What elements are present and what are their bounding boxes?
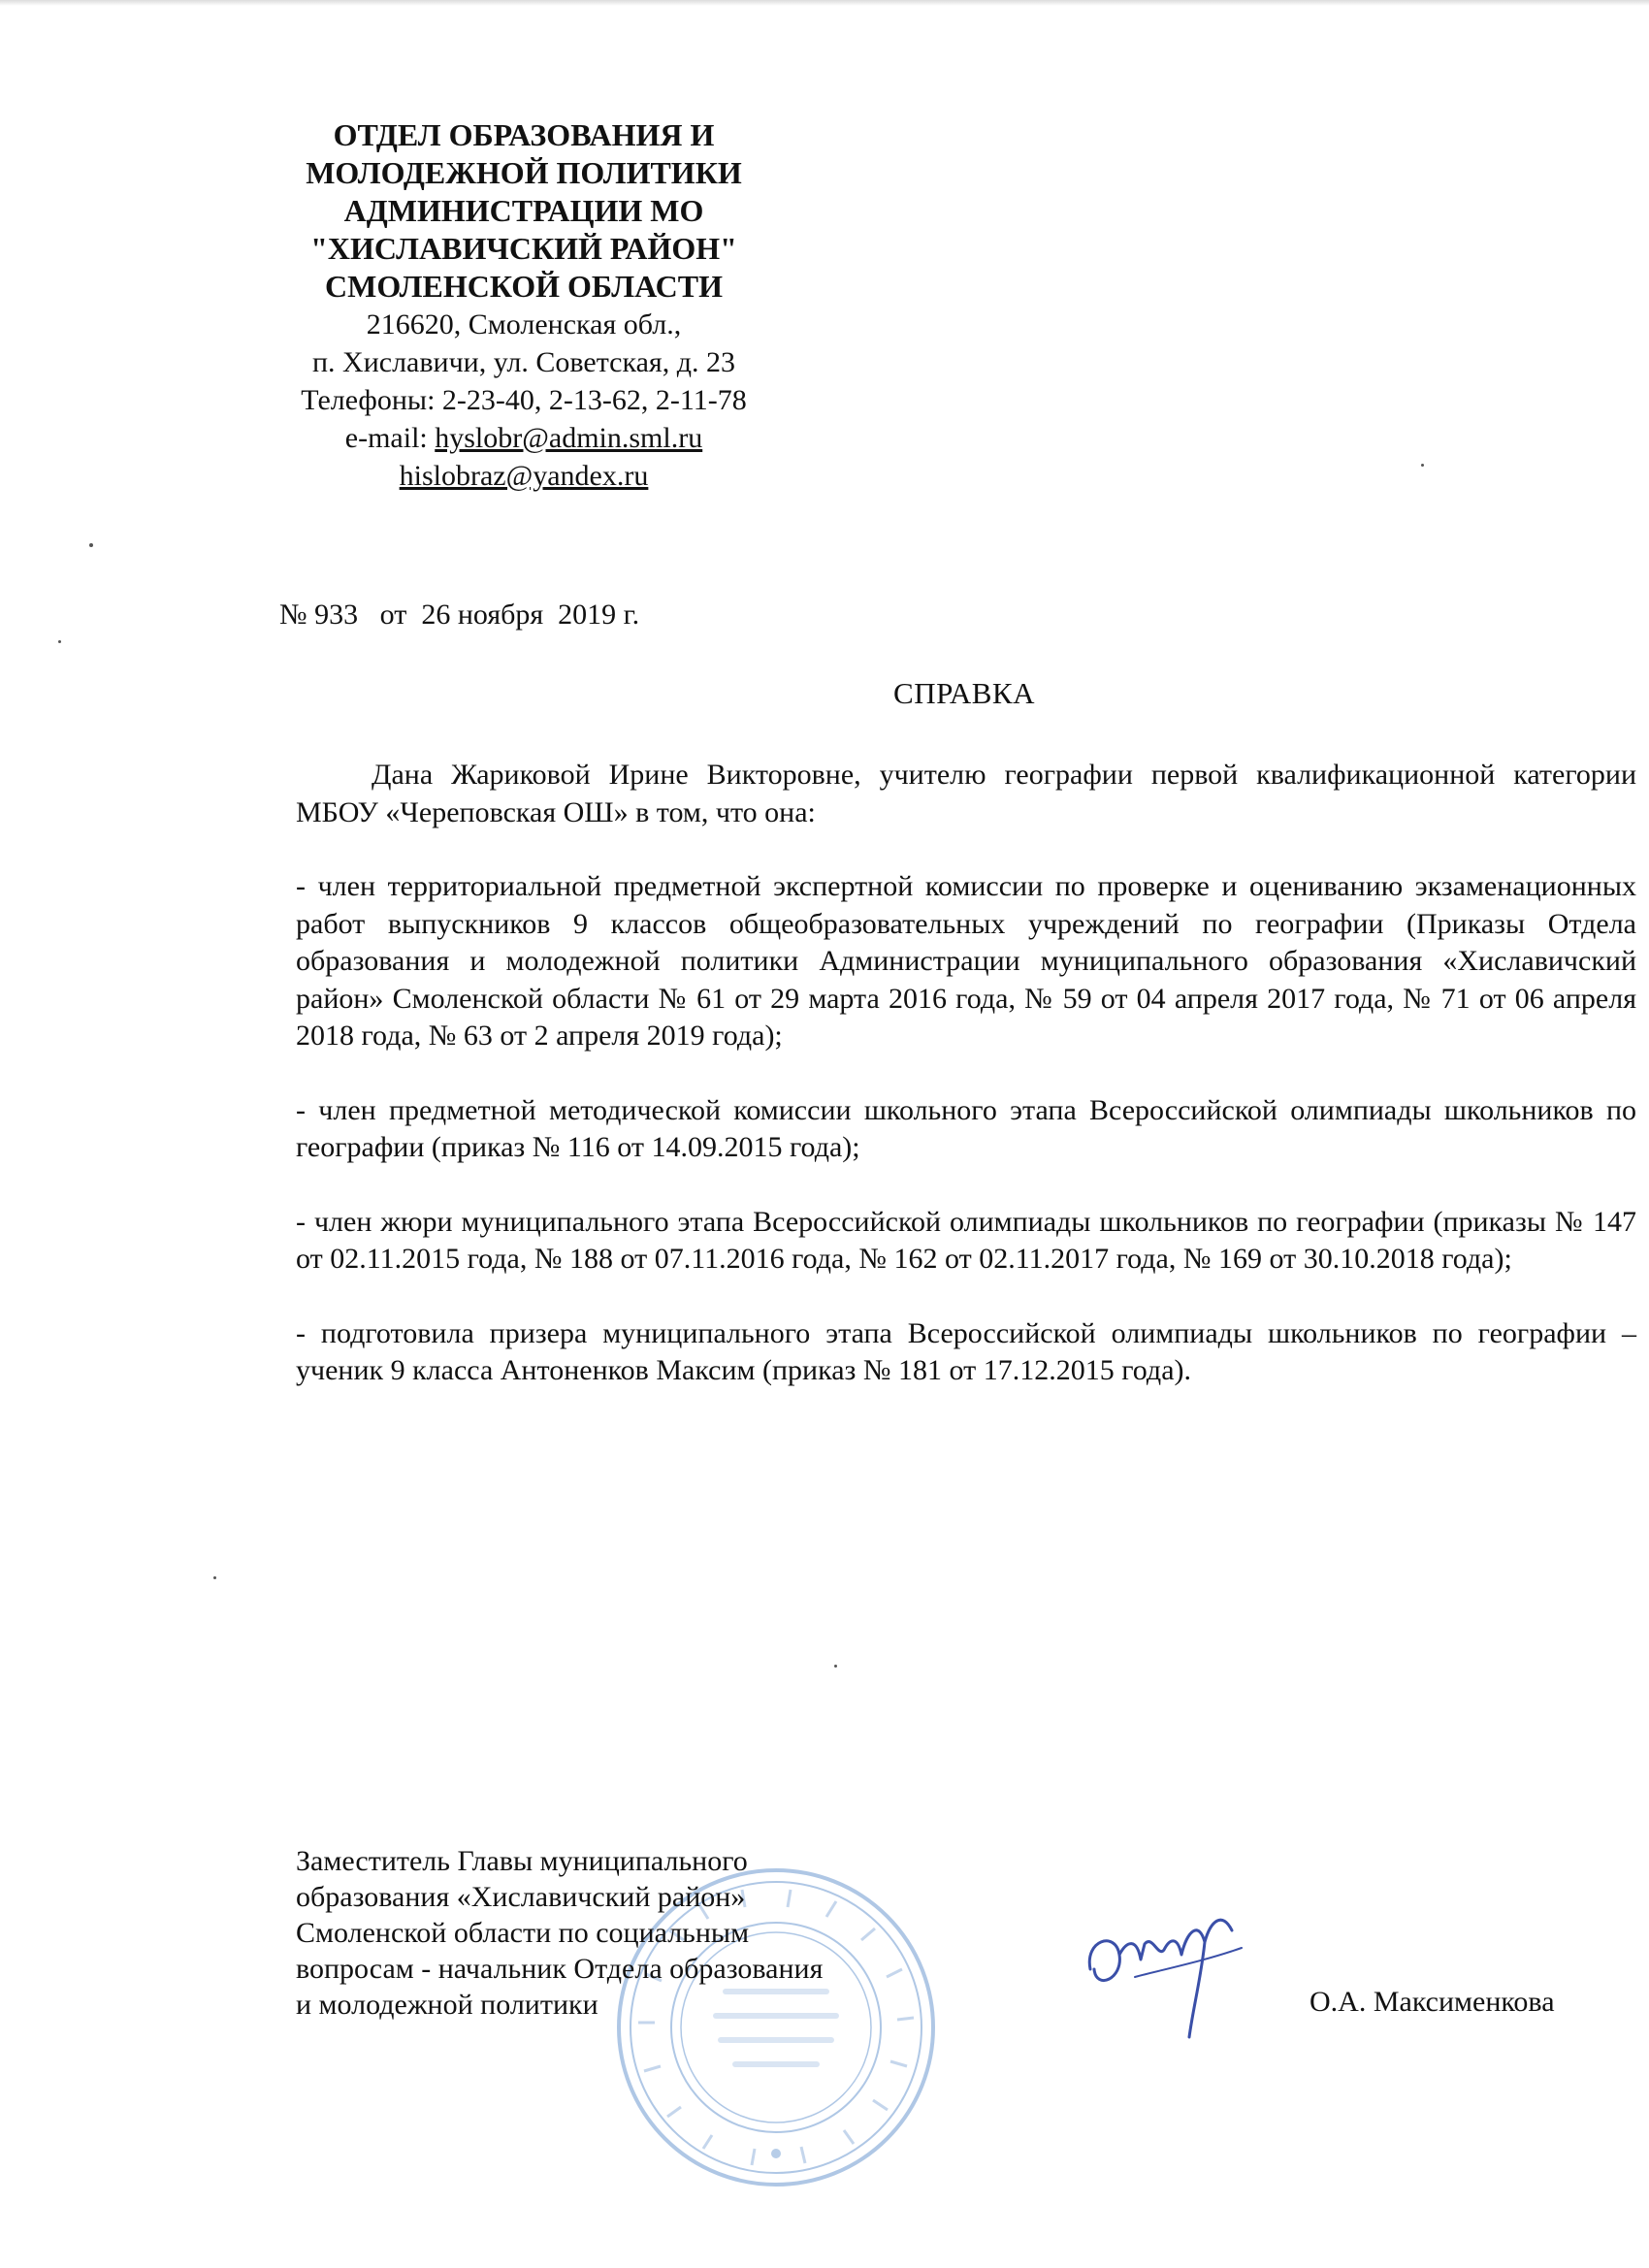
org-name-line-1: ОТДЕЛ ОБРАЗОВАНИЯ И <box>333 117 715 152</box>
letterhead <box>223 116 824 495</box>
org-name-line-4: "ХИСЛАВИЧСКИЙ РАЙОН" <box>310 231 737 266</box>
org-name-line-3: АДМИНИСТРАЦИИ МО <box>343 193 704 228</box>
address-line-2: п. Хиславичи, ул. Советская, д. 23 <box>312 346 735 378</box>
scan-speck <box>89 543 93 547</box>
org-name-line-2: МОЛОДЕЖНОЙ ПОЛИТИКИ <box>306 155 742 190</box>
body-item-4: - подготовила призера муниципального этапа Всероссийской олимпиады школьников по географии – ученик 9 класса Антоненков Максим (приказ № 181 от 17.12.2015 года). <box>296 1316 1636 1386</box>
email-link-1[interactable]: hyslobr@admin.sml.ru <box>435 422 703 454</box>
position-line-5: и молодежной политики <box>296 1989 598 2021</box>
scan-edge <box>0 0 1649 6</box>
org-name-line-5: СМОЛЕНСКОЙ ОБЛАСТИ <box>325 269 723 304</box>
email-line-2 <box>223 457 824 495</box>
document-number-date: № 933 от 26 ноября 2019 г. <box>279 599 640 631</box>
position-line-3: Смоленской области по социальным <box>296 1917 750 1949</box>
email-line <box>223 419 824 457</box>
signature-icon <box>1077 1901 1251 2047</box>
position-line-4: вопросам - начальник Отдела образования <box>296 1953 824 1985</box>
body-item-2: - член предметной методической комиссии школьного этапа Всероссийской олимпиады школьников по географии (приказ № 116 от 14.09.2015 года); <box>296 1093 1636 1163</box>
scan-speck <box>213 1576 216 1579</box>
document-title: СПРАВКА <box>893 676 1035 710</box>
body-item-3: - член жюри муниципального этапа Всероссийской олимпиады школьников по географии (приказы № 147 от 02.11.2015 года, № 188 от 07.11.2016 года, № 162 от 02.11.2017 года, № 169 от 30.10.2018 года); <box>296 1205 1636 1275</box>
scan-speck <box>1421 464 1424 467</box>
email-link-2[interactable]: hislobraz@yandex.ru <box>399 460 649 492</box>
signatory-position <box>296 1843 994 2023</box>
address-line-1: 216620, Смоленская обл., <box>366 308 682 340</box>
body-intro: Дана Жариковой Ирине Викторовне, учителю географии первой квалификационной категории МБОУ «Череповская ОШ» в том, что она: <box>296 759 1636 828</box>
scan-speck <box>834 1665 837 1668</box>
body-item-1: - член территориальной предметной экспертной комиссии по проверке и оцениванию экзаменационных работ выпускников 9 классов общеобразовательных учреждений по географии (Приказы Отдела образования и молодежной политики Администрации муниципального образования «Хиславичский район» Смоленской области № 61 от 29 марта 2016 года, № 59 от 04 апреля 2017 года, № 71 от 06 апреля 2018 года, № 63 от 2 апреля 2019 года); <box>296 870 1636 1052</box>
signer-name: О.А. Максименкова <box>1310 1986 1555 2018</box>
email-prefix: e-mail: <box>344 422 436 454</box>
position-line-1: Заместитель Главы муниципального <box>296 1845 748 1877</box>
position-line-2: образования «Хиславичский район» <box>296 1881 746 1913</box>
phones-line: Телефоны: 2-23-40, 2-13-62, 2-11-78 <box>301 384 747 416</box>
document-body <box>296 757 1636 1390</box>
scan-speck <box>58 640 61 643</box>
